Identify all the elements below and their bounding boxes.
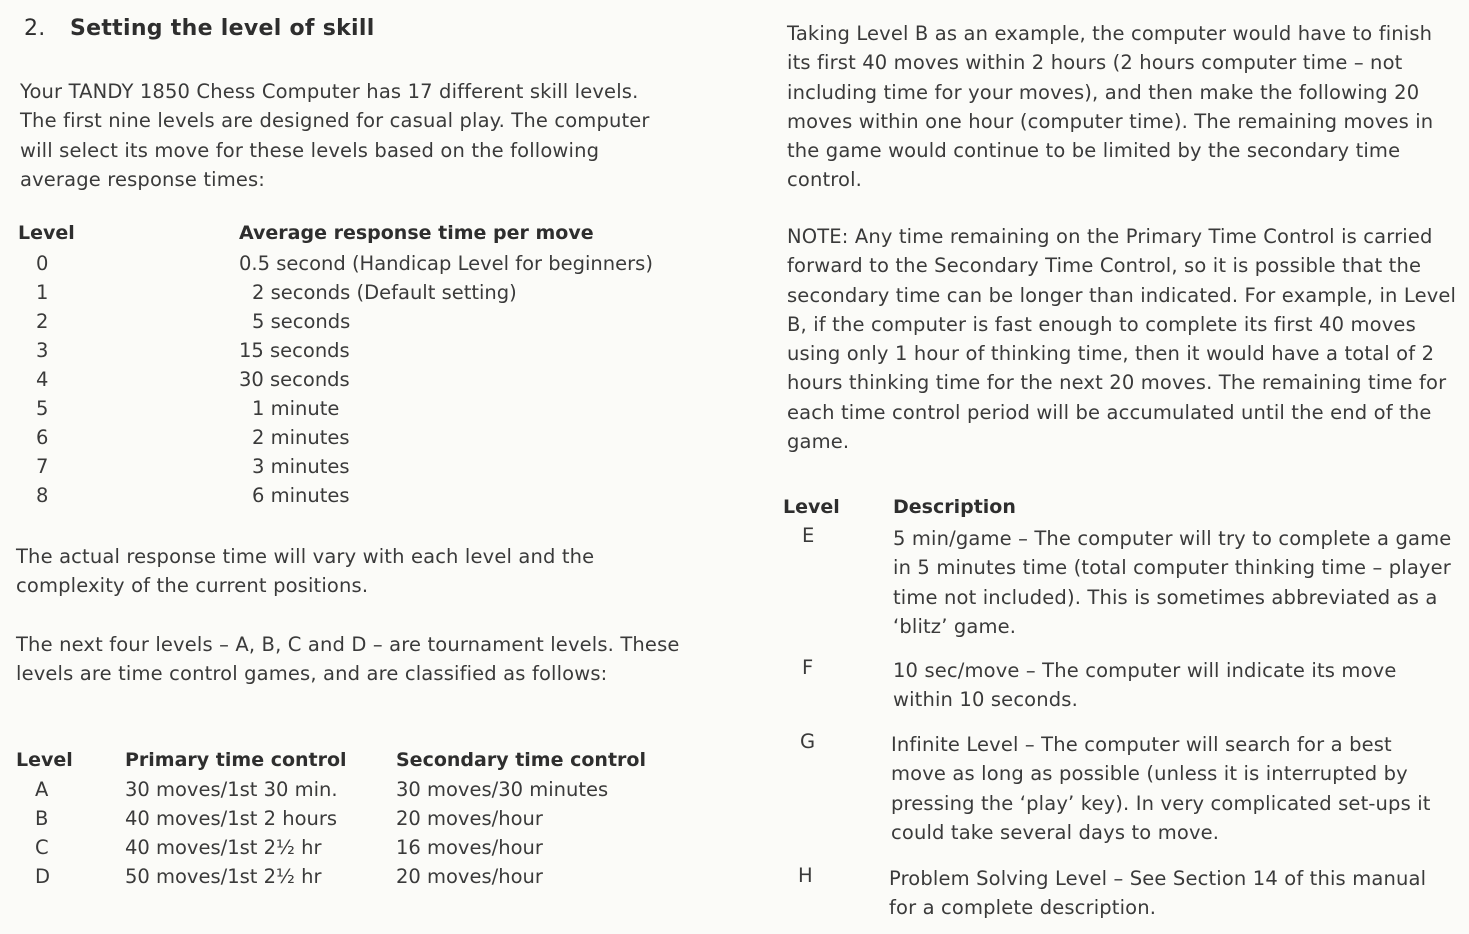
tournament-secondary-cell: 20 moves/hour [396, 807, 543, 830]
casual-time-cell: 1 minute [252, 397, 340, 420]
tournament-secondary-header: Secondary time control [396, 749, 646, 771]
casual-time-cell: 6 minutes [252, 484, 350, 507]
section-title: Setting the level of skill [70, 16, 375, 41]
response-note-paragraph: The actual response time will vary with each level and the complexity of the current positions. [16, 545, 595, 598]
tournament-primary-header: Primary time control [125, 749, 347, 771]
tournament-primary-cell: 30 moves/1st 30 min. [125, 778, 338, 801]
casual-time-cell: 30 seconds [239, 368, 350, 391]
note-paragraph: NOTE: Any time remaining on the Primary Time Control is carried forward to the Secondary Time Control, so it is possible that the secondary time can be longer than indicated. For example, in Level B, if the computer is fast enough to complete its first 40 moves using only 1 hour of thinking time, then it would have a total of 2 hours thinking time for the next 20 moves. The remaining time for each time control period will be accumulated until the end of the game. [787, 225, 1457, 454]
special-level-cell: G [800, 730, 816, 753]
casual-level-cell: 8 [36, 484, 49, 507]
special-level-cell: F [802, 656, 814, 679]
tournament-secondary-cell: 16 moves/hour [396, 836, 543, 859]
tournament-level-header: Level [16, 749, 73, 771]
special-description-cell: 10 sec/move – The computer will indicate its move within 10 seconds. [893, 659, 1397, 712]
casual-time-cell: 3 minutes [252, 455, 350, 478]
example-paragraph: Taking Level B as an example, the computer would have to finish its first 40 moves within 2 hours (2 hours computer time – not including time for your moves), and then make the following 20 moves within one hour (computer time). The remaining moves in the game would continue to be limited by the secondary time control. [787, 22, 1434, 192]
tournament-primary-cell: 40 moves/1st 2 hours [125, 807, 338, 830]
casual-time-header: Average response time per move [239, 222, 594, 244]
intro-paragraph: Your TANDY 1850 Chess Computer has 17 different skill levels. The first nine levels are designed for casual play. The computer will select its move for these levels based on the following average response times: [20, 80, 650, 191]
casual-time-cell: 0.5 second (Handicap Level for beginners) [239, 252, 653, 275]
casual-level-cell: 3 [36, 339, 49, 362]
casual-level-cell: 5 [36, 397, 49, 420]
section-number: 2. [24, 16, 46, 41]
casual-level-cell: 7 [36, 455, 49, 478]
tournament-primary-cell: 40 moves/1st 2½ hr [125, 836, 322, 859]
casual-time-cell: 5 seconds [252, 310, 351, 333]
casual-level-cell: 2 [36, 310, 49, 333]
tournament-primary-cell: 50 moves/1st 2½ hr [125, 865, 322, 888]
casual-time-cell: 2 minutes [252, 426, 350, 449]
special-description-cell: Infinite Level – The computer will search for a best move as long as possible (unless it is interrupted by pressing the ‘play’ key). In very complicated set-ups it could take several days to move. [891, 733, 1431, 844]
special-level-header: Level [783, 496, 840, 518]
casual-time-cell: 15 seconds [239, 339, 350, 362]
casual-level-cell: 0 [36, 252, 49, 275]
tournament-level-cell: C [35, 836, 49, 859]
special-level-cell: E [802, 524, 815, 547]
tournament-level-cell: D [35, 865, 51, 888]
tournament-level-cell: A [35, 778, 49, 801]
casual-level-cell: 4 [36, 368, 49, 391]
special-description-cell: Problem Solving Level – See Section 14 of this manual for a complete description. [889, 867, 1427, 920]
casual-level-header: Level [18, 222, 75, 244]
casual-time-cell: 2 seconds (Default setting) [252, 281, 517, 304]
section-heading [24, 16, 375, 41]
tournament-secondary-cell: 30 moves/30 minutes [396, 778, 609, 801]
tournament-secondary-cell: 20 moves/hour [396, 865, 543, 888]
special-description-cell: 5 min/game – The computer will try to complete a game in 5 minutes time (total computer thinking time – player time not included). This is sometimes abbreviated as a ‘blitz’ game. [893, 527, 1452, 638]
special-description-header: Description [893, 496, 1016, 518]
tournament-level-cell: B [35, 807, 49, 830]
casual-level-cell: 1 [36, 281, 49, 304]
tournament-intro-paragraph: The next four levels – A, B, C and D – are tournament levels. These levels are time control games, and are classified as follows: [16, 633, 680, 686]
casual-level-cell: 6 [36, 426, 49, 449]
special-level-cell: H [798, 864, 813, 887]
